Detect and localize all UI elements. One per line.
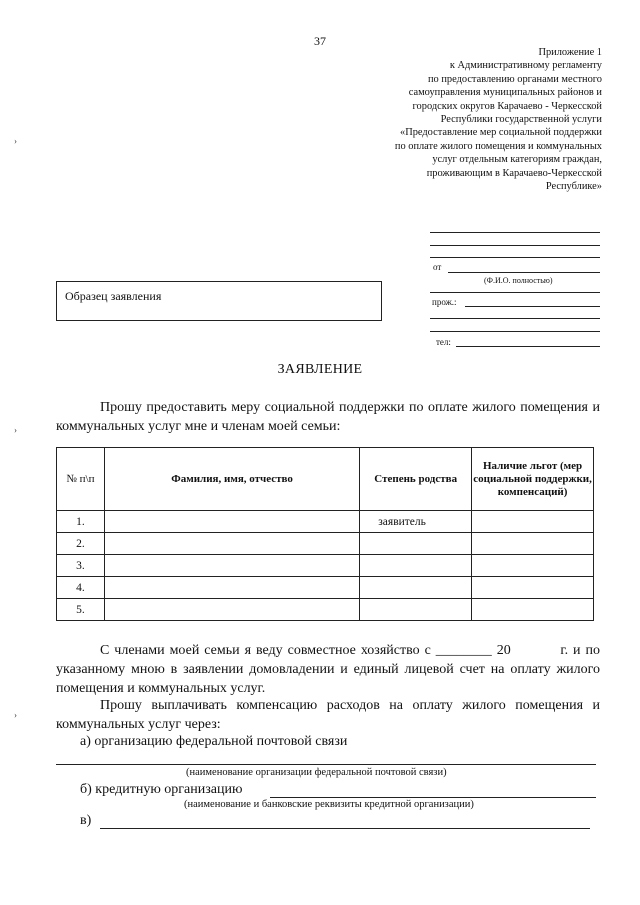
appendix-line: «Предоставление мер социальной поддержки: [400, 127, 602, 139]
document-title: ЗАЯВЛЕНИЕ: [277, 362, 363, 377]
appendix-line: по оплате жилого помещения и коммунальных: [394, 140, 602, 152]
benefits-cell[interactable]: [472, 577, 594, 599]
benefits-cell[interactable]: [472, 555, 594, 577]
intro-paragraph: Прошу предоставить меру социальной поддержки по оплате жилого помещения и коммунальных услуг мне и членам моей семьи:: [56, 400, 600, 434]
residence-field-3[interactable]: [430, 331, 600, 332]
option-a-label: а) организацию федеральной почтовой связи: [80, 734, 348, 749]
fio-cell[interactable]: [104, 599, 359, 621]
benefits-cell[interactable]: [472, 511, 594, 533]
addressee-line-1[interactable]: [430, 232, 600, 233]
degree-cell[interactable]: [360, 577, 472, 599]
residence-label: прож.:: [432, 297, 457, 307]
fio-caption: (Ф.И.О. полностью): [484, 276, 553, 285]
column-header-benefits: Наличие льгот (мер социальной поддержки, компенсаций): [472, 448, 594, 511]
fio-cell[interactable]: [104, 555, 359, 577]
degree-cell[interactable]: [360, 555, 472, 577]
appendix-line: по предоставлению органами местного: [428, 73, 602, 85]
household-text-start: С членами моей семьи я веду совместное хозяйство с ________ 20: [100, 643, 511, 658]
degree-cell[interactable]: заявитель: [360, 511, 472, 533]
residence-field[interactable]: [465, 306, 600, 307]
family-members-table: [56, 447, 594, 621]
phone-label: тел:: [436, 337, 451, 347]
table-row: [57, 599, 594, 621]
option-a-caption: (наименование организации федеральной почтовой связи): [186, 767, 447, 778]
option-a-field[interactable]: [56, 764, 596, 765]
degree-cell[interactable]: [360, 533, 472, 555]
scan-mark: ›: [14, 425, 17, 435]
benefits-cell[interactable]: [472, 599, 594, 621]
column-header-fio: Фамилия, имя, отчество: [104, 448, 359, 511]
fio-cell[interactable]: [104, 511, 359, 533]
addressee-line-3[interactable]: [430, 257, 600, 258]
option-b-field[interactable]: [270, 797, 596, 798]
appendix-line: к Административному регламенту: [449, 60, 602, 72]
appendix-line: городских округов Карачаево - Черкесской: [412, 100, 602, 112]
sample-label-box: [56, 281, 382, 321]
row-number: 1.: [57, 511, 105, 533]
scan-mark: ›: [14, 710, 17, 720]
table-row: [57, 555, 594, 577]
option-c-field[interactable]: [100, 828, 590, 829]
from-field-2[interactable]: [430, 292, 600, 293]
row-number: 4.: [57, 577, 105, 599]
degree-cell[interactable]: [360, 599, 472, 621]
table-header-row: [57, 448, 594, 511]
phone-field[interactable]: [456, 346, 600, 347]
scan-mark: ›: [14, 136, 17, 146]
appendix-line: Республике»: [545, 181, 602, 193]
appendix-line: услуг отдельным категориям граждан,: [432, 154, 602, 166]
residence-field-2[interactable]: [430, 318, 600, 319]
row-number: 3.: [57, 555, 105, 577]
appendix-line: проживающим в Карачаево-Черкесской: [426, 167, 602, 179]
benefits-cell[interactable]: [472, 533, 594, 555]
appendix-line: самоуправления муниципальных районов и: [408, 87, 602, 99]
appendix-line: Приложение 1: [538, 47, 602, 58]
option-b-label: б) кредитную организацию: [80, 782, 243, 797]
household-paragraph: [56, 641, 600, 698]
fio-cell[interactable]: [104, 577, 359, 599]
payment-paragraph: Прошу выплачивать компенсацию расходов на оплату жилого помещения и коммунальных услуг через:: [56, 698, 600, 732]
fio-cell[interactable]: [104, 533, 359, 555]
appendix-header: [322, 46, 602, 193]
household-text-end: г. и по указанному мною в заявлении домовладении и единый лицевой счет на оплату жилого помещения и коммунальных услуг.: [56, 643, 600, 696]
option-c-label: в): [80, 813, 92, 828]
table-row: [57, 533, 594, 555]
column-header-number: № п\п: [57, 448, 105, 511]
addressee-line-2[interactable]: [430, 245, 600, 246]
page-number: 37: [314, 34, 326, 48]
option-b-caption: (наименование и банковские реквизиты кредитной организации): [184, 799, 474, 810]
sample-label: Образец заявления: [65, 289, 162, 303]
row-number: 2.: [57, 533, 105, 555]
column-header-degree: Степень родства: [360, 448, 472, 511]
from-label: от: [433, 262, 442, 272]
table-row: [57, 511, 594, 533]
table-row: [57, 577, 594, 599]
from-field[interactable]: [448, 272, 600, 273]
appendix-line: Республики государственной услуги: [440, 114, 602, 126]
row-number: 5.: [57, 599, 105, 621]
